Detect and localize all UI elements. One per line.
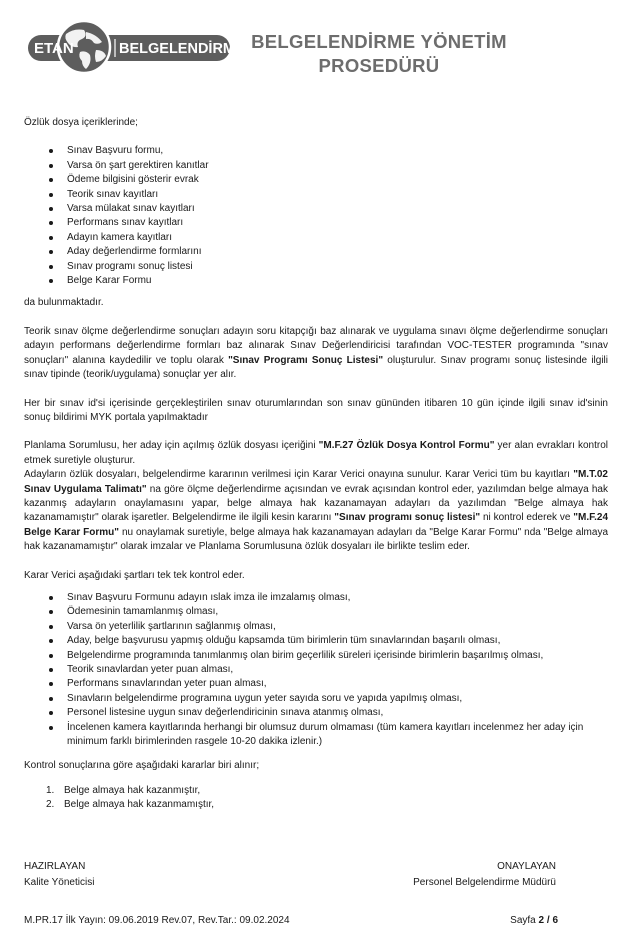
paragraph-planning: Planlama Sorumlusu, her aday için açılmış özlük dosyası içeriğini "M.F.27 Özlük Dosya Kontrol Formu" yer alan evrakları kontrol etmek suretiyle oluşturur. xyxy=(24,440,608,466)
prepared-label: HAZIRLAYAN xyxy=(24,861,86,872)
paragraph-notification: Her bir sınav id'si içerisinde gerçekleştirilen sınav oturumlarından son sınav gününden itibaren 10 gün içinde ilgili sınav id'sinin sonuç bildirimi MYK portala yapılmaktadır xyxy=(24,397,608,423)
signature-roles xyxy=(24,876,556,890)
svg-text:ETAN: ETAN xyxy=(34,40,74,57)
decision-intro-text: Kontrol sonuçlarına göre aşağıdaki kararlar biri alınır; xyxy=(24,760,260,772)
list-item: Sınav Başvuru Formunu adayın ıslak imza ile imzalamış olması, xyxy=(24,591,608,605)
list-item: Sınav Başvuru formu, xyxy=(24,144,608,158)
list-item: Belge Karar Formu xyxy=(24,274,608,288)
document-body xyxy=(24,116,608,813)
prepared-role: Kalite Yöneticisi xyxy=(24,877,95,888)
list-item: Teorik sınav kayıtları xyxy=(24,188,608,202)
list-item: Aday, belge başvurusu yapmış olduğu kapsamda tüm birimlerin tüm sınavlarından başarılı olması, xyxy=(24,634,608,648)
page-number: Sayfa 2 / 6 xyxy=(510,915,558,926)
list-item: Performans sınav kayıtları xyxy=(24,216,608,230)
title-line-2: PROSEDÜRÜ xyxy=(318,55,440,76)
list-item: Performans sınavlarından yeter puan alması, xyxy=(24,677,608,691)
list-item: Sınavların belgelendirme programına uygun yeter sayıda soru ve yapıda yapılmış olması, xyxy=(24,692,608,706)
approved-role: Personel Belgelendirme Müdürü xyxy=(413,877,556,888)
list-item: 1. Belge almaya hak kazanmıştır, xyxy=(46,784,201,796)
file-contents-list xyxy=(24,144,608,288)
check-conditions-list xyxy=(24,591,608,749)
list-item: 2. Belge almaya hak kazanmamıştır, xyxy=(46,799,215,811)
decision-list xyxy=(24,784,608,813)
list-item: Aday değerlendirme formlarını xyxy=(24,245,608,259)
list-item: Adayın kamera kayıtları xyxy=(24,231,608,245)
list-item: Ödeme bilgisini gösterir evrak xyxy=(24,173,608,187)
list-item: İncelenen kamera kayıtlarında herhangi bir olumsuz durum olmaması (tüm kamera kayıtları incelenmez her aday için minimum farklı birimlerinden rasgele 10-20 dakika izlenir.) xyxy=(24,721,608,750)
paragraph-results: Teorik sınav ölçme değerlendirme sonuçları adayın soru kitapçığı baz alınarak ve uygulama sınavı ölçme değerlendirme sonuçları adayın performans değerlendirme formları baz alınarak Sınav Değerlendiricisi tarafından VOC-TESTER programında "sınav sonuçları" alanına kaydedilir ve toplu olarak "Sınav Programı Sonuç Listesi" oluşturulur. Sınav programı sonuç listesinde ilgili sınav tipinde (teorik/uygulama) sonuçlar yer alır. xyxy=(24,325,609,381)
check-intro-text: Karar Verici aşağıdaki şartları tek tek kontrol eder. xyxy=(24,569,245,581)
approved-label: ONAYLAYAN xyxy=(497,861,556,872)
list-item: Varsa ön yeterlilik şartlarının sağlanmış olması, xyxy=(24,620,608,634)
intro-text: Özlük dosya içeriklerinde; xyxy=(24,117,138,128)
list-item: Sınav programı sonuç listesi xyxy=(24,260,608,274)
document-title xyxy=(240,30,518,78)
list-item: Ödemesinin tamamlanmış olması, xyxy=(24,605,608,619)
title-line-1: BELGELENDİRME YÖNETİM xyxy=(251,31,507,52)
after-list-text: da bulunmaktadır. xyxy=(24,297,104,309)
etan-logo xyxy=(26,18,245,76)
paragraph-decision-maker: Adayların özlük dosyaları, belgelendirme kararının verilmesi için Karar Verici onayına sunulur. Karar Verici tüm bu kayıtları "M.T.02 Sınav Uygulama Talimatı" na göre ölçme değerlendirme açısından ve evrak açısından kontrol eder, yazılımdan belge almaya hak kazanmış adayların onaylamasını yapar, belge almaya hak kazanamayan adayları da yazılımdan "Belge almaya hak kazanamamıştır" olarak işaretler. Belgelendirme ile ilgili kesin kararını "Sınav programı sonuç listesi" ni kontrol ederek ve "M.F.24 Belge Karar Formu" nu onaylamak suretiyle, belge almaya hak kazanamayan adayları da "Belge Karar Formu" nda "Belge almaya hak kazanamamıştır" olarak imzalar ve Planlama Sorumlusuna özlük dosyaları ile birlikte teslim eder. xyxy=(24,469,609,553)
page-footer xyxy=(24,914,558,928)
svg-text:BELGELENDİRME: BELGELENDİRME xyxy=(119,41,245,57)
list-item: Personel listesine uygun sınav değerlendiricinin sınava atanmış olması, xyxy=(24,706,608,720)
list-item: Belgelendirme programında tanımlanmış olan birim geçerlilik süreleri içerisinde birimlerin başarılmış olması, xyxy=(24,649,608,663)
list-item: Teorik sınavlardan yeter puan alması, xyxy=(24,663,608,677)
list-item: Varsa mülakat sınav kayıtları xyxy=(24,202,608,216)
list-item: Varsa ön şart gerektiren kanıtlar xyxy=(24,159,608,173)
document-info: M.PR.17 İlk Yayın: 09.06.2019 Rev.07, Rev.Tar.: 09.02.2024 xyxy=(24,915,290,926)
signature-labels xyxy=(24,860,556,874)
